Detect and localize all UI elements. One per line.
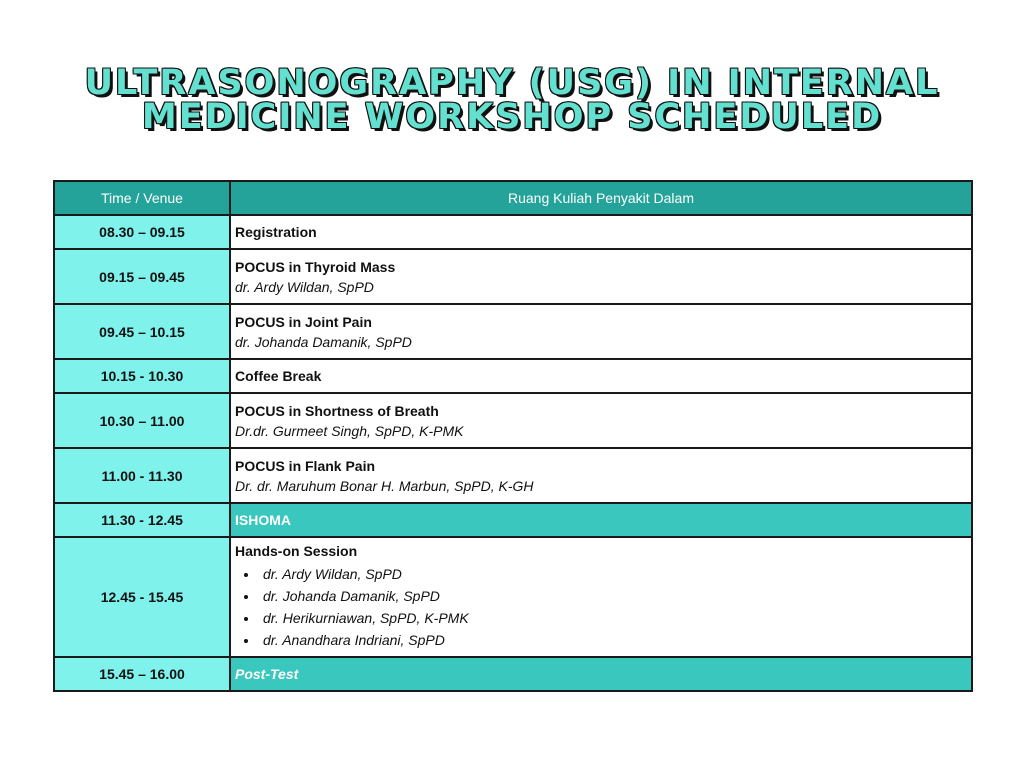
row-time: 08.30 – 09.15 (54, 215, 230, 249)
session-title: Registration (235, 224, 317, 240)
table-header-row (54, 181, 972, 215)
table-row (54, 215, 972, 249)
table-row (54, 537, 972, 657)
speaker-list-item: • dr. Johanda Damanik, SpPD (259, 585, 967, 607)
session-title: Coffee Break (235, 368, 322, 384)
row-session (230, 304, 972, 359)
table-row (54, 249, 972, 304)
row-time: 10.15 - 10.30 (54, 359, 230, 393)
table-row (54, 304, 972, 359)
session-title: Post-Test (235, 666, 299, 682)
page-title-line-1: ULTRASONOGRAPHY (USG) IN INTERNAL (84, 63, 940, 103)
schedule-table (53, 180, 973, 692)
session-speaker: Dr. dr. Maruhum Bonar H. Marbun, SpPD, K-GH (235, 477, 534, 494)
row-session (230, 448, 972, 503)
row-time: 11.30 - 12.45 (54, 503, 230, 537)
session-title: POCUS in Thyroid Mass (235, 258, 396, 275)
page-title (0, 63, 1024, 137)
row-session (230, 249, 972, 304)
session-title: POCUS in Shortness of Breath (235, 402, 439, 419)
row-time: 11.00 - 11.30 (54, 448, 230, 503)
row-session (230, 215, 972, 249)
session-speaker: dr. Johanda Damanik, SpPD (235, 333, 412, 350)
table-row (54, 393, 972, 448)
header-venue: Ruang Kuliah Penyakit Dalam (230, 181, 972, 215)
session-title: ISHOMA (235, 512, 291, 528)
session-speaker: dr. Ardy Wildan, SpPD (235, 278, 374, 295)
page-title-line-2: MEDICINE WORKSHOP SCHEDULED (141, 97, 883, 137)
speaker-list-item: • dr. Ardy Wildan, SpPD (259, 563, 967, 585)
table-row (54, 448, 972, 503)
session-title: Hands-on Session (235, 543, 358, 559)
speaker-list-item: • dr. Anandhara Indriani, SpPD (259, 629, 967, 651)
session-speaker: Dr.dr. Gurmeet Singh, SpPD, K-PMK (235, 422, 464, 439)
row-session (230, 657, 972, 691)
speaker-list (235, 563, 967, 651)
session-title: POCUS in Joint Pain (235, 313, 372, 330)
table-row (54, 503, 972, 537)
speaker-list-item: • dr. Herikurniawan, SpPD, K-PMK (259, 607, 967, 629)
row-time: 09.15 – 09.45 (54, 249, 230, 304)
row-session (230, 537, 972, 657)
table-row (54, 657, 972, 691)
table-row (54, 359, 972, 393)
row-time: 15.45 – 16.00 (54, 657, 230, 691)
row-time: 09.45 – 10.15 (54, 304, 230, 359)
row-session (230, 393, 972, 448)
row-session (230, 503, 972, 537)
session-title: POCUS in Flank Pain (235, 457, 376, 474)
header-time-venue: Time / Venue (54, 181, 230, 215)
row-session (230, 359, 972, 393)
row-time: 12.45 - 15.45 (54, 537, 230, 657)
row-time: 10.30 – 11.00 (54, 393, 230, 448)
